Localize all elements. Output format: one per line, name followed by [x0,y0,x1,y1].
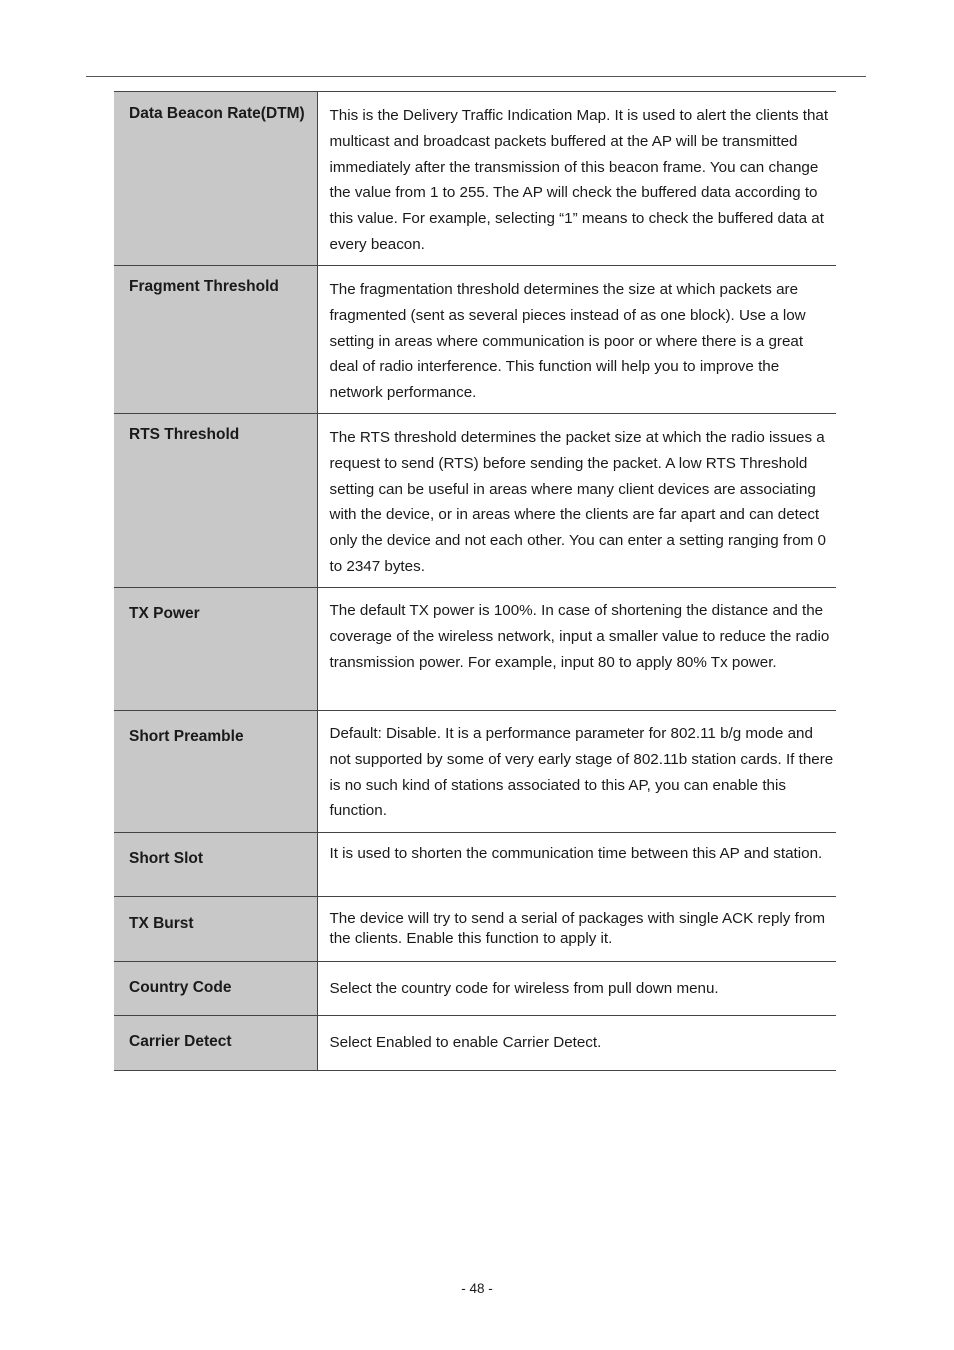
parameter-description: The fragmentation threshold determines the size at which packets are fragmented (sent as several pieces instead of as one block). Use a low setting in areas where communication is poor or where there is a great deal of radio interference. This function will help you to improve the network performance. [329,281,806,402]
parameter-name-cell [114,1016,317,1071]
parameter-name-cell [114,833,317,897]
table-row [114,92,836,266]
parameter-description-cell [317,92,836,266]
parameter-name: Carrier Detect [129,1033,232,1050]
table-row [114,833,836,897]
table-row [114,711,836,833]
table-row [114,962,836,1016]
parameter-name-cell [114,962,317,1016]
parameter-name: Fragment Threshold [129,278,279,295]
parameter-description: The device will try to send a serial of packages with single ACK reply from the clients. Enable this function to apply it. [329,910,825,947]
parameter-name: Data Beacon Rate(DTM) [129,105,305,122]
table-row [114,266,836,414]
parameter-name: TX Burst [129,915,194,932]
parameter-name-cell [114,897,317,962]
parameter-description-cell [317,897,836,962]
parameter-name: TX Power [129,605,200,622]
page-number: - 48 - [461,1281,493,1296]
parameter-table [114,91,836,1071]
parameter-name-cell [114,266,317,414]
parameter-name: Country Code [129,979,232,996]
parameter-description: The RTS threshold determines the packet size at which the radio issues a request to send (RTS) before sending the packet. A low RTS Threshold setting can be useful in areas where many client devices are associating with the device, or in areas where the clients are far apart and can detect only the device and not each other. You can enter a setting ranging from 0 to 2347 bytes. [329,429,826,575]
parameter-description: It is used to shorten the communication time between this AP and station. [329,845,823,862]
parameter-description-cell [317,711,836,833]
table-row [114,588,836,711]
parameter-description-cell [317,1016,836,1071]
parameter-description: The default TX power is 100%. In case of shortening the distance and the coverage of the wireless network, input a smaller value to reduce the radio transmission power. For example, input 80 to apply 80% Tx power. [329,602,830,671]
parameter-description-cell [317,833,836,897]
parameter-description-cell [317,962,836,1016]
parameter-description: Select the country code for wireless from pull down menu. [329,980,719,997]
header-rule [86,76,866,77]
parameter-description: This is the Delivery Traffic Indication Map. It is used to alert the clients that multicast and broadcast packets buffered at the AP will be transmitted immediately after the transmission of this beacon frame. You can change the value from 1 to 255. The AP will check the buffered data according to this value. For example, selecting “1” means to check the buffered data at every beacon. [329,107,829,253]
parameter-name-cell [114,588,317,711]
parameter-description: Select Enabled to enable Carrier Detect. [329,1034,602,1051]
table-row [114,1016,836,1071]
parameter-description: Default: Disable. It is a performance parameter for 802.11 b/g mode and not supported by some of very early stage of 802.11b station cards. If there is no such kind of stations associated to this AP, you can enable this function. [329,725,834,820]
parameter-description-cell [317,588,836,711]
parameter-name-cell [114,92,317,266]
parameter-name: Short Preamble [129,728,244,745]
parameter-name: RTS Threshold [129,426,240,443]
parameter-name-cell [114,711,317,833]
parameter-description-cell [317,266,836,414]
table-row [114,414,836,588]
parameter-name-cell [114,414,317,588]
parameter-name: Short Slot [129,850,204,867]
table-row [114,897,836,962]
parameter-description-cell [317,414,836,588]
